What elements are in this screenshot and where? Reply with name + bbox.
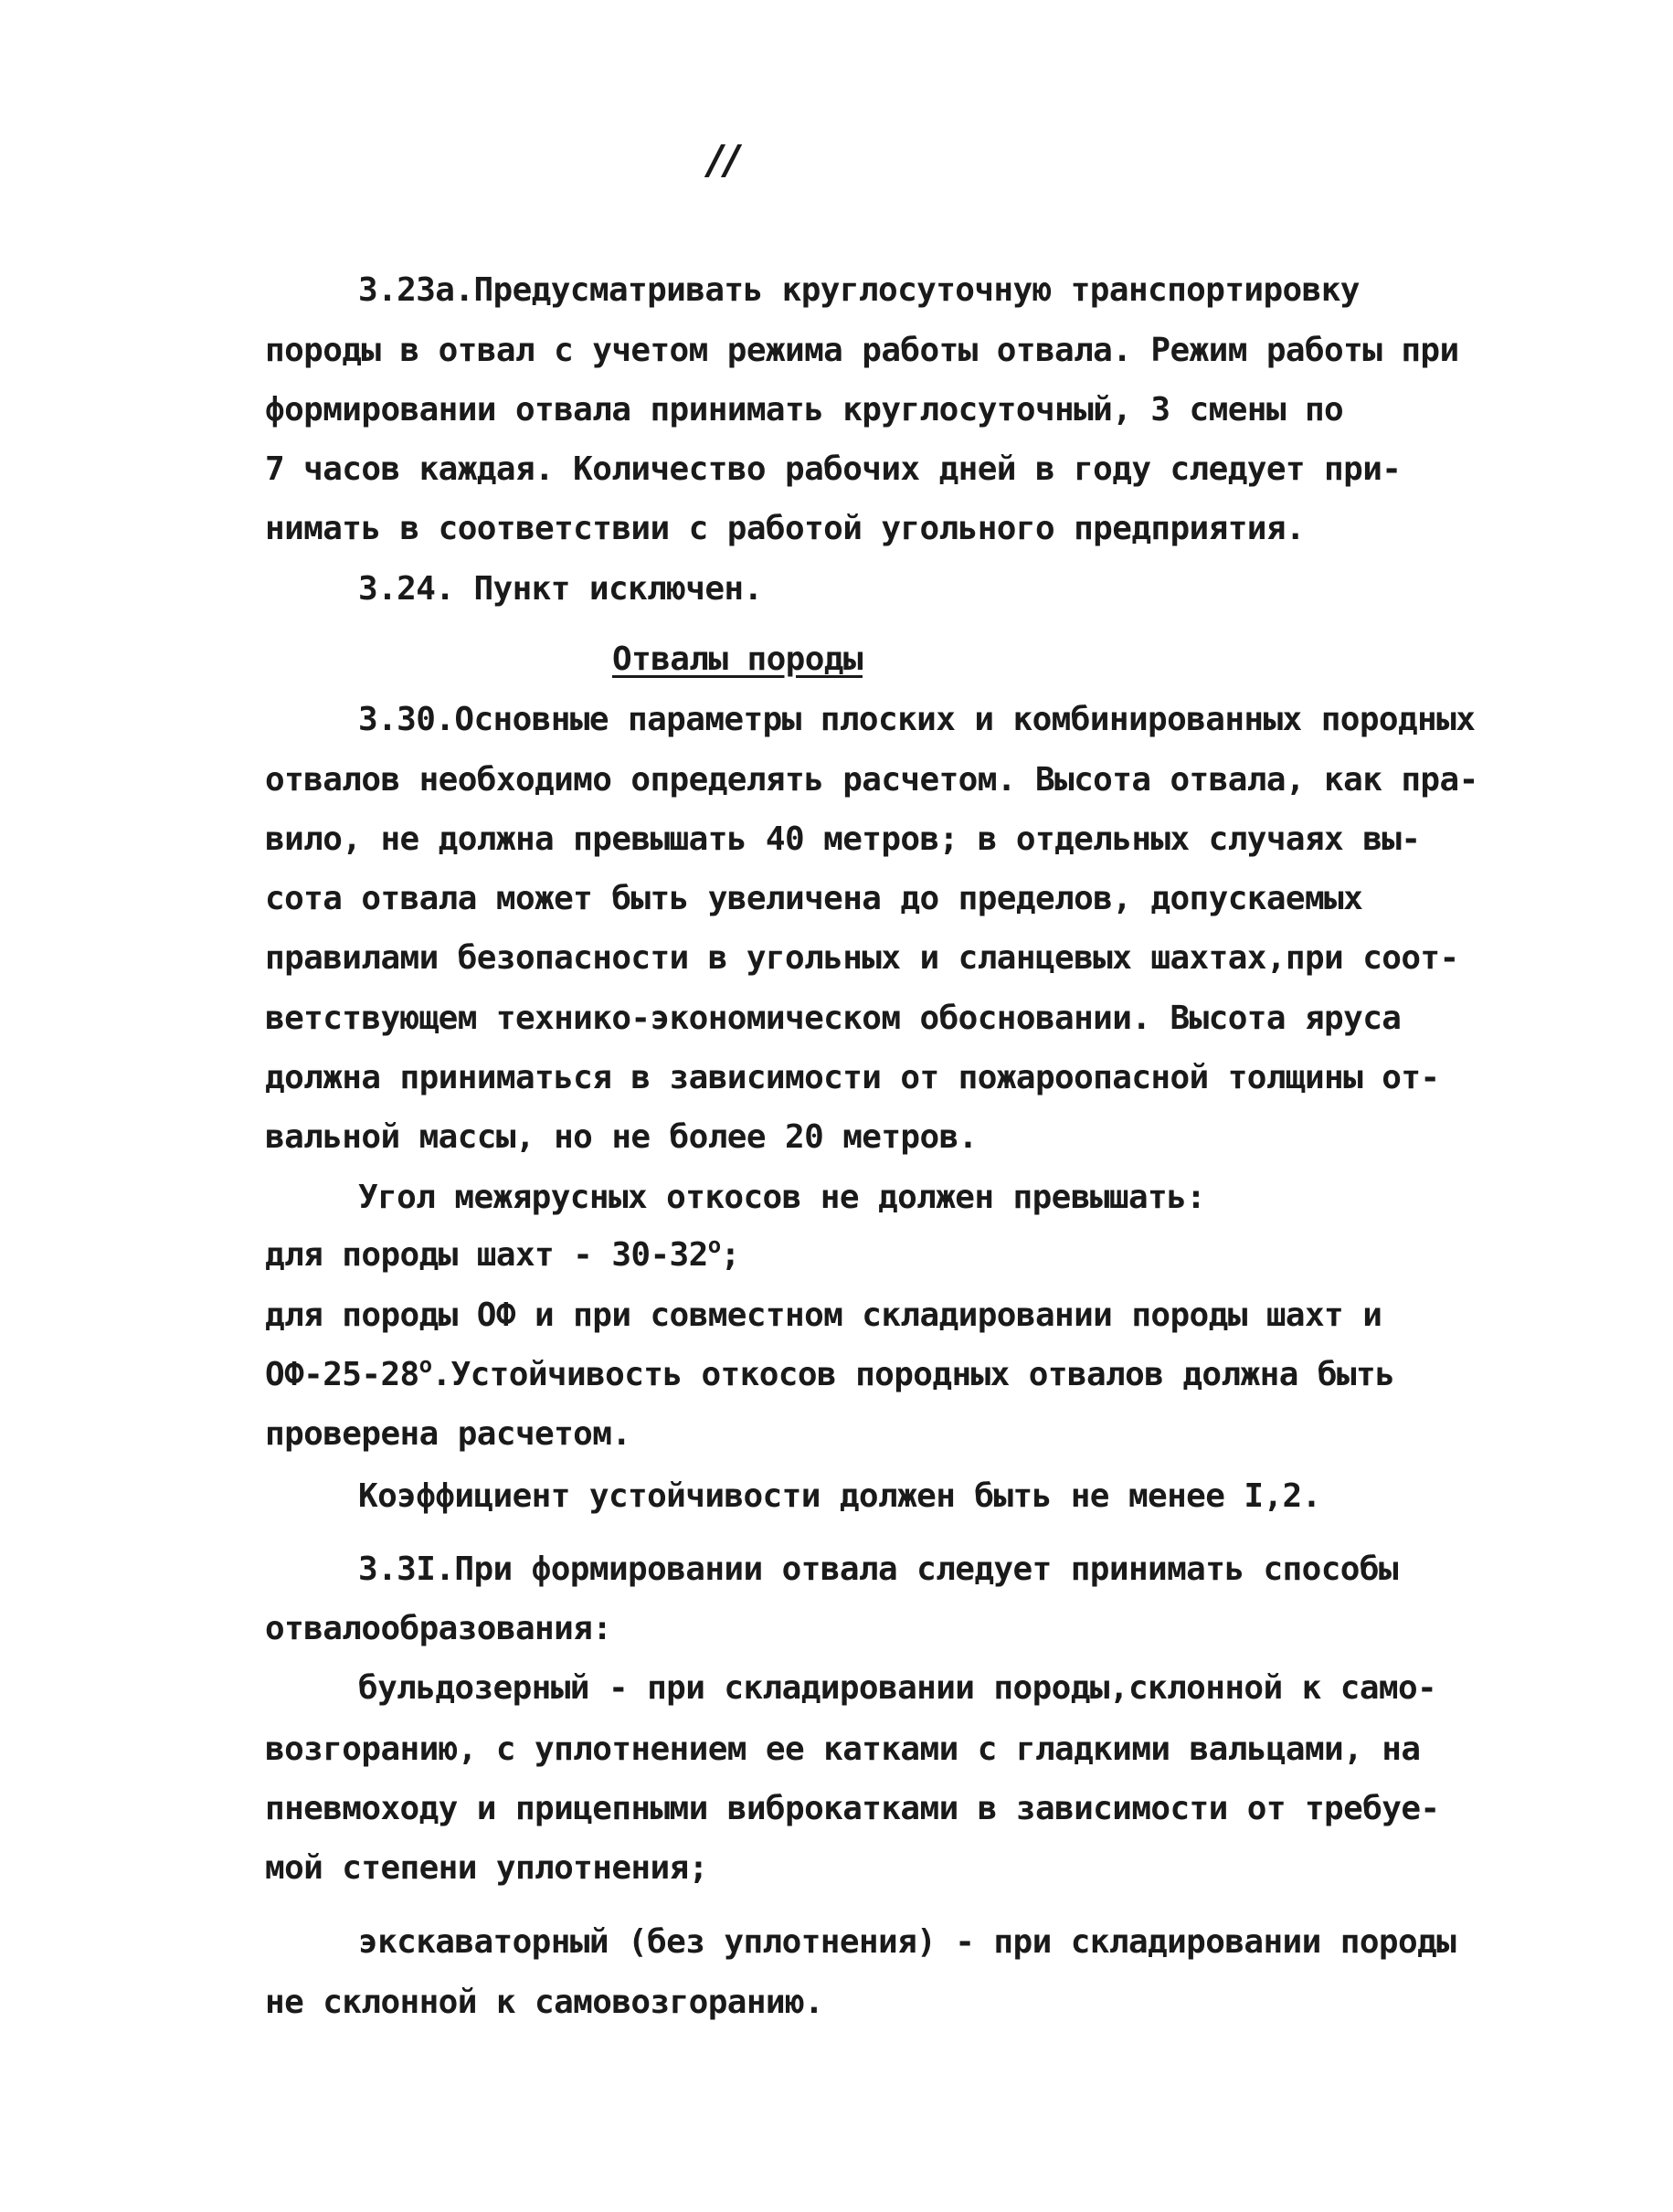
text-line-9: вило, не должна превышать 40 метров; в отдельных случаях вы- bbox=[265, 820, 1421, 858]
text-line-3: формировании отвала принимать круглосуточный, 3 смены по bbox=[265, 391, 1344, 429]
text-line-24: возгоранию, с уплотнением ее катками с гладкими вальцами, на bbox=[265, 1730, 1421, 1768]
text-line-4: 7 часов каждая. Количество рабочих дней в году следует при- bbox=[265, 450, 1402, 488]
text-line-18-start: ОФ-25-28 bbox=[265, 1356, 419, 1393]
text-line-14: вальной массы, но не более 20 метров. bbox=[265, 1118, 978, 1156]
section-heading: Отвалы породы bbox=[612, 640, 863, 678]
text-line-16 bbox=[265, 1235, 740, 1275]
degree-superscript-1: о bbox=[707, 1233, 721, 1258]
text-line-12: ветствующем технико-экономическом обосновании. Высота яруса bbox=[265, 1000, 1402, 1037]
text-line-28: не склонной к самовозгоранию. bbox=[265, 1984, 824, 2021]
text-line-16-end: ; bbox=[720, 1236, 740, 1274]
text-line-18 bbox=[265, 1352, 1395, 1395]
text-line-20: Коэффициент устойчивости должен быть не менее I,2. bbox=[358, 1477, 1321, 1515]
text-line-22: отвалообразования: bbox=[265, 1610, 612, 1647]
text-line-1: 3.23а.Предусматривать круглосуточную транспортировку bbox=[358, 271, 1360, 309]
text-line-19: проверена расчетом. bbox=[265, 1415, 631, 1453]
text-line-15: Угол межярусных откосов не должен превышать: bbox=[358, 1179, 1206, 1216]
text-line-7: 3.30.Основные параметры плоских и комбинированных породных bbox=[358, 701, 1476, 738]
text-line-17: для породы ОФ и при совместном складировании породы шахт и bbox=[265, 1297, 1382, 1334]
text-line-27: экскаваторный (без уплотнения) - при складировании породы bbox=[358, 1923, 1456, 1961]
degree-superscript-2: о bbox=[418, 1352, 432, 1378]
text-line-11: правилами безопасности в угольных и сланцевых шахтах,при соот- bbox=[265, 939, 1459, 977]
text-line-5: нимать в соответствии с работой угольного предприятия. bbox=[265, 510, 1305, 547]
page-number: // bbox=[708, 137, 742, 184]
text-line-10: сота отвала может быть увеличена до пределов, допускаемых bbox=[265, 880, 1363, 917]
text-line-13: должна приниматься в зависимости от пожароопасной толщины от- bbox=[265, 1059, 1440, 1096]
text-line-6: 3.24. Пункт исключен. bbox=[358, 570, 763, 608]
text-line-16-main: для породы шахт - 30-32 bbox=[265, 1236, 708, 1274]
text-line-23: бульдозерный - при складировании породы,склонной к само- bbox=[358, 1669, 1437, 1707]
text-line-8: отвалов необходимо определять расчетом. Высота отвала, как пра- bbox=[265, 761, 1478, 799]
text-line-21: 3.3I.При формировании отвала следует принимать способы bbox=[358, 1551, 1398, 1588]
text-line-26: мой степени уплотнения; bbox=[265, 1849, 708, 1887]
text-line-2: породы в отвал с учетом режима работы отвала. Режим работы при bbox=[265, 332, 1459, 369]
text-line-18-rest: .Устойчивость откосов породных отвалов должна быть bbox=[431, 1356, 1395, 1393]
text-line-25: пневмоходу и прицепными виброкатками в зависимости от требуе- bbox=[265, 1790, 1440, 1827]
